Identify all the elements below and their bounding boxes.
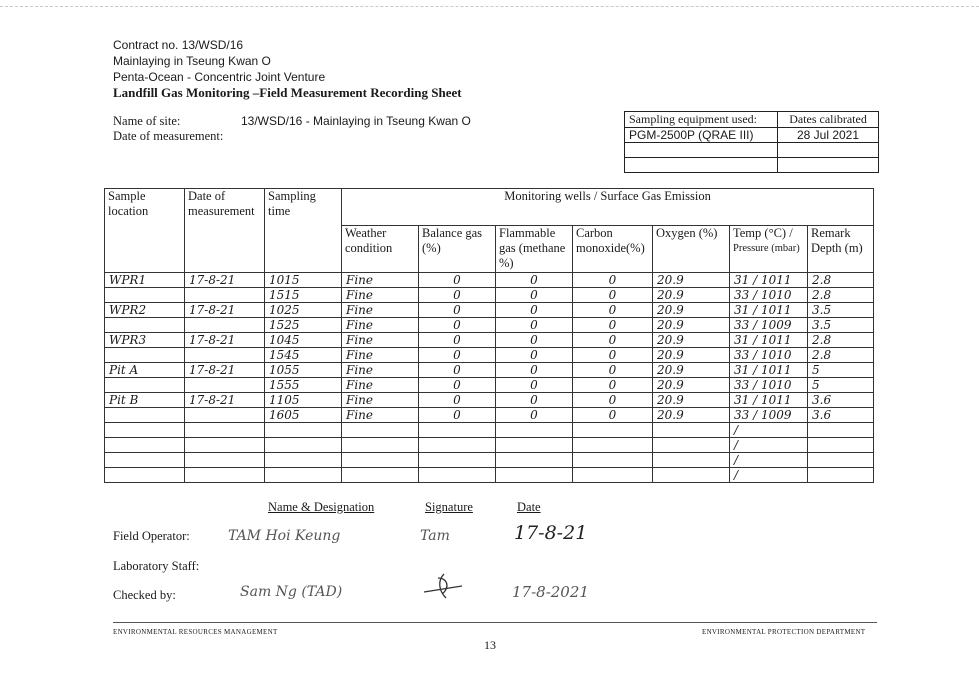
cell-weather: Fine xyxy=(342,363,419,378)
cell-remark: 2.8 xyxy=(808,288,874,303)
cell-balance xyxy=(419,453,496,468)
cell-temp: 33 / 1010 xyxy=(730,288,808,303)
cell-balance: 0 xyxy=(419,273,496,288)
cell-oxygen: 20.9 xyxy=(653,288,730,303)
cell-weather: Fine xyxy=(342,378,419,393)
table-row xyxy=(105,273,874,288)
cell-flammable: 0 xyxy=(496,288,573,303)
cell-co: 0 xyxy=(573,273,653,288)
cell-temp: 31 / 1011 xyxy=(730,393,808,408)
field-operator-date: 17-8-21 xyxy=(514,522,588,544)
cell-loc xyxy=(105,438,185,453)
calibration-cell xyxy=(778,158,879,173)
table-row xyxy=(105,423,874,438)
project-name: Mainlaying in Tseung Kwan O xyxy=(113,54,271,68)
cell-co: 0 xyxy=(573,393,653,408)
checked-by-signature-icon xyxy=(420,568,466,602)
cell-temp: 33 / 1010 xyxy=(730,348,808,363)
table-row xyxy=(105,288,874,303)
equipment-header: Sampling equipment used: xyxy=(625,112,778,128)
page-number: 13 xyxy=(484,638,496,652)
document-header xyxy=(113,37,462,101)
cell-date xyxy=(185,348,265,363)
cell-loc xyxy=(105,288,185,303)
cell-flammable: 0 xyxy=(496,348,573,363)
cell-remark xyxy=(808,423,874,438)
cell-date: 17-8-21 xyxy=(185,273,265,288)
cell-date xyxy=(185,378,265,393)
cell-date xyxy=(185,453,265,468)
name-designation-header: Name & Designation xyxy=(268,500,375,514)
header-date: Date of measurement xyxy=(185,189,265,273)
cell-remark xyxy=(808,468,874,483)
cell-loc: Pit A xyxy=(105,363,185,378)
header-balance: Balance gas (%) xyxy=(419,226,496,273)
cell-balance: 0 xyxy=(419,348,496,363)
cell-date: 17-8-21 xyxy=(185,363,265,378)
cell-temp: 33 / 1009 xyxy=(730,318,808,333)
checked-by-label: Checked by: xyxy=(113,588,176,602)
header-flammable: Flammable gas (methane %) xyxy=(496,226,573,273)
cell-balance: 0 xyxy=(419,378,496,393)
cell-remark: 2.8 xyxy=(808,333,874,348)
cell-balance: 0 xyxy=(419,393,496,408)
cell-temp: / xyxy=(730,468,808,483)
cell-flammable xyxy=(496,453,573,468)
cell-oxygen: 20.9 xyxy=(653,363,730,378)
cell-weather: Fine xyxy=(342,288,419,303)
cell-oxygen: 20.9 xyxy=(653,348,730,363)
cell-co: 0 xyxy=(573,333,653,348)
cell-oxygen: 20.9 xyxy=(653,333,730,348)
cell-weather xyxy=(342,438,419,453)
cell-co: 0 xyxy=(573,318,653,333)
cell-time: 1015 xyxy=(265,273,342,288)
cell-loc xyxy=(105,348,185,363)
cell-flammable: 0 xyxy=(496,408,573,423)
checked-by-date: 17-8-2021 xyxy=(512,583,589,601)
cell-time: 1515 xyxy=(265,288,342,303)
cell-remark xyxy=(808,438,874,453)
cell-oxygen: 20.9 xyxy=(653,273,730,288)
footer-right: ENVIRONMENTAL PROTECTION DEPARTMENT xyxy=(702,628,866,636)
top-dashed-line xyxy=(0,6,979,7)
table-row xyxy=(105,378,874,393)
cell-time: 1045 xyxy=(265,333,342,348)
cell-loc xyxy=(105,453,185,468)
site-labels xyxy=(113,114,223,144)
calibration-cell: 28 Jul 2021 xyxy=(778,128,879,143)
cell-remark: 2.8 xyxy=(808,348,874,363)
equipment-cell: PGM-2500P (QRAE III) xyxy=(625,128,778,143)
cell-flammable: 0 xyxy=(496,303,573,318)
cell-weather: Fine xyxy=(342,303,419,318)
cell-loc: WPR1 xyxy=(105,273,185,288)
footer-left: ENVIRONMENTAL RESOURCES MANAGEMENT xyxy=(113,628,278,636)
cell-loc: WPR3 xyxy=(105,333,185,348)
cell-time: 1605 xyxy=(265,408,342,423)
cell-weather: Fine xyxy=(342,318,419,333)
header-temp xyxy=(730,226,808,273)
cell-flammable xyxy=(496,438,573,453)
cell-flammable: 0 xyxy=(496,393,573,408)
cell-weather: Fine xyxy=(342,333,419,348)
header-temp-label: Temp (°C) / xyxy=(733,226,793,240)
cell-oxygen: 20.9 xyxy=(653,303,730,318)
cell-flammable: 0 xyxy=(496,273,573,288)
contractor-name: Penta-Ocean - Concentric Joint Venture xyxy=(113,70,326,84)
cell-date xyxy=(185,318,265,333)
cell-co: 0 xyxy=(573,378,653,393)
header-co: Carbon monoxide(%) xyxy=(573,226,653,273)
cell-temp: / xyxy=(730,438,808,453)
cell-time: 1555 xyxy=(265,378,342,393)
equipment-cell xyxy=(625,143,778,158)
cell-oxygen xyxy=(653,423,730,438)
cell-temp: 31 / 1011 xyxy=(730,273,808,288)
cell-weather: Fine xyxy=(342,273,419,288)
cell-loc: Pit B xyxy=(105,393,185,408)
cell-co xyxy=(573,438,653,453)
header-oxygen: Oxygen (%) xyxy=(653,226,730,273)
cell-co: 0 xyxy=(573,408,653,423)
cell-temp: 33 / 1009 xyxy=(730,408,808,423)
cell-oxygen: 20.9 xyxy=(653,393,730,408)
cell-time xyxy=(265,423,342,438)
table-row xyxy=(105,453,874,468)
cell-temp: 31 / 1011 xyxy=(730,363,808,378)
table-row xyxy=(105,303,874,318)
cell-balance xyxy=(419,423,496,438)
cell-balance: 0 xyxy=(419,333,496,348)
table-row xyxy=(105,363,874,378)
cell-remark: 3.5 xyxy=(808,318,874,333)
cell-temp: 31 / 1011 xyxy=(730,303,808,318)
cell-date xyxy=(185,408,265,423)
cell-balance xyxy=(419,468,496,483)
cell-loc xyxy=(105,423,185,438)
cell-oxygen: 20.9 xyxy=(653,408,730,423)
site-name-label: Name of site: xyxy=(113,114,181,128)
cell-balance: 0 xyxy=(419,408,496,423)
cell-remark: 3.5 xyxy=(808,303,874,318)
cell-date xyxy=(185,468,265,483)
cell-time xyxy=(265,468,342,483)
header-group: Monitoring wells / Surface Gas Emission xyxy=(342,189,874,226)
checked-by-name: Sam Ng (TAD) xyxy=(240,584,343,600)
cell-weather: Fine xyxy=(342,408,419,423)
field-operator-signature: Tam xyxy=(420,528,450,544)
cell-time xyxy=(265,438,342,453)
field-operator-name: TAM Hoi Keung xyxy=(228,528,341,544)
cell-weather: Fine xyxy=(342,348,419,363)
cell-temp: / xyxy=(730,423,808,438)
cell-date xyxy=(185,288,265,303)
cell-oxygen xyxy=(653,453,730,468)
cell-temp: 33 / 1010 xyxy=(730,378,808,393)
field-operator-label: Field Operator: xyxy=(113,529,190,543)
cell-loc xyxy=(105,408,185,423)
cell-remark xyxy=(808,453,874,468)
measurement-table xyxy=(104,188,874,483)
signature-header: Signature xyxy=(425,500,473,514)
cell-co xyxy=(573,453,653,468)
cell-flammable: 0 xyxy=(496,333,573,348)
cell-remark: 2.8 xyxy=(808,273,874,288)
cell-date xyxy=(185,423,265,438)
equipment-cell xyxy=(625,158,778,173)
cell-loc xyxy=(105,318,185,333)
cell-balance: 0 xyxy=(419,318,496,333)
equipment-table xyxy=(624,111,879,173)
sheet-title: Landfill Gas Monitoring –Field Measurement Recording Sheet xyxy=(113,85,462,100)
cell-date: 17-8-21 xyxy=(185,393,265,408)
cell-oxygen xyxy=(653,438,730,453)
calibration-cell xyxy=(778,143,879,158)
measurement-date-label: Date of measurement: xyxy=(113,129,224,143)
cell-time: 1525 xyxy=(265,318,342,333)
contract-number: Contract no. 13/WSD/16 xyxy=(113,38,244,52)
cell-weather xyxy=(342,423,419,438)
table-row xyxy=(105,348,874,363)
footer-divider xyxy=(113,622,877,623)
header-location: Sample location xyxy=(105,189,185,273)
cell-time xyxy=(265,453,342,468)
cell-co: 0 xyxy=(573,348,653,363)
cell-time: 1025 xyxy=(265,303,342,318)
cell-weather xyxy=(342,468,419,483)
cell-weather: Fine xyxy=(342,393,419,408)
cell-time: 1055 xyxy=(265,363,342,378)
calibration-header: Dates calibrated xyxy=(778,112,879,128)
header-time: Sampling time xyxy=(265,189,342,273)
cell-balance: 0 xyxy=(419,288,496,303)
cell-loc xyxy=(105,468,185,483)
date-header: Date xyxy=(517,500,541,514)
cell-date: 17-8-21 xyxy=(185,333,265,348)
cell-date: 17-8-21 xyxy=(185,303,265,318)
cell-co xyxy=(573,423,653,438)
header-weather: Weather condition xyxy=(342,226,419,273)
cell-balance: 0 xyxy=(419,303,496,318)
cell-remark: 3.6 xyxy=(808,393,874,408)
cell-flammable: 0 xyxy=(496,363,573,378)
cell-time: 1105 xyxy=(265,393,342,408)
header-pressure-label: Pressure (mbar) xyxy=(733,243,800,254)
cell-weather xyxy=(342,453,419,468)
cell-co: 0 xyxy=(573,363,653,378)
cell-flammable xyxy=(496,468,573,483)
cell-loc xyxy=(105,378,185,393)
cell-temp: 31 / 1011 xyxy=(730,333,808,348)
cell-balance: 0 xyxy=(419,363,496,378)
cell-remark: 3.6 xyxy=(808,408,874,423)
cell-balance xyxy=(419,438,496,453)
cell-flammable: 0 xyxy=(496,378,573,393)
laboratory-staff-label: Laboratory Staff: xyxy=(113,559,200,573)
table-row xyxy=(105,318,874,333)
table-row xyxy=(105,438,874,453)
site-name-value: 13/WSD/16 - Mainlaying in Tseung Kwan O xyxy=(241,114,471,128)
table-row xyxy=(105,408,874,423)
cell-co xyxy=(573,468,653,483)
cell-co: 0 xyxy=(573,303,653,318)
table-row xyxy=(105,333,874,348)
cell-flammable xyxy=(496,423,573,438)
cell-remark: 5 xyxy=(808,363,874,378)
cell-time: 1545 xyxy=(265,348,342,363)
cell-date xyxy=(185,438,265,453)
cell-oxygen xyxy=(653,468,730,483)
cell-oxygen: 20.9 xyxy=(653,378,730,393)
cell-remark: 5 xyxy=(808,378,874,393)
table-row xyxy=(105,468,874,483)
cell-loc: WPR2 xyxy=(105,303,185,318)
table-row xyxy=(105,393,874,408)
cell-temp: / xyxy=(730,453,808,468)
header-remark: Remark Depth (m) xyxy=(808,226,874,273)
cell-flammable: 0 xyxy=(496,318,573,333)
cell-co: 0 xyxy=(573,288,653,303)
cell-oxygen: 20.9 xyxy=(653,318,730,333)
